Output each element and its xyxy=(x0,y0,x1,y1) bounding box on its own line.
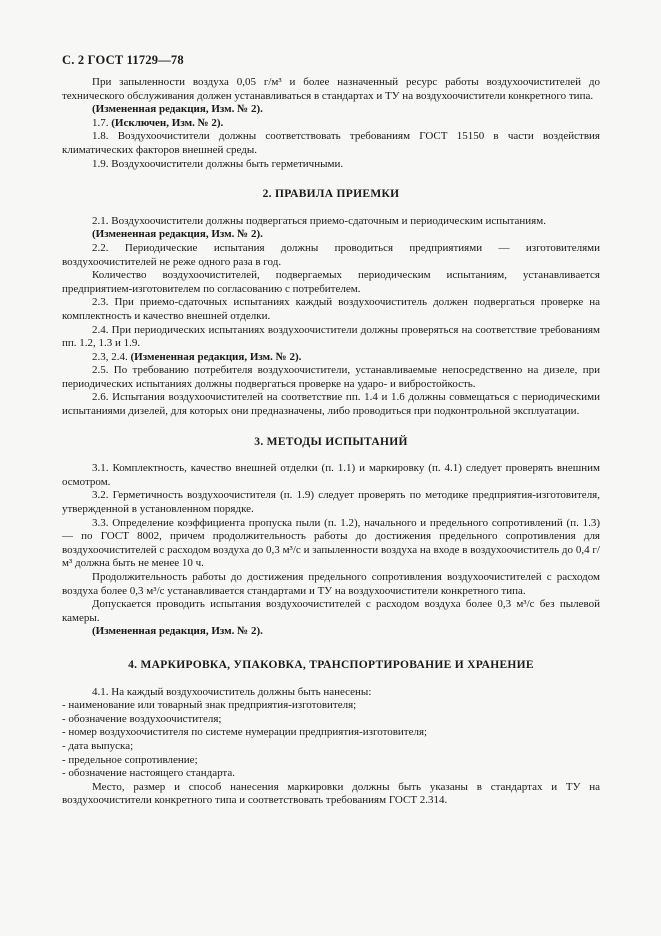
paragraph-3-3b: Продолжительность работы до достижения предельного сопротивления воздухоочистителей с расходом воздуха более 0,3 м³/с устанавливается стандартами и ТУ на воздухоочистители конкретного типа. xyxy=(62,571,600,597)
clause-1-7: 1.7. (Исключен, Изм. № 2). xyxy=(92,116,224,129)
revision-2-3-2-4 xyxy=(62,351,600,365)
list-item: - номер воздухоочистителя по системе нумерации предприятия-изготовителя; xyxy=(62,726,428,739)
revision-note: (Измененная редакция, Изм. № 2). xyxy=(130,350,302,363)
clause-numbers: 2.3, 2.4. xyxy=(92,350,128,363)
paragraph-4-1b: Место, размер и способ нанесения маркировки должны быть указаны в стандартах и ТУ на воздухоочистители конкретного типа и соответствовать требованиям ГОСТ 2.314. xyxy=(62,780,600,807)
paragraph-4-1: 4.1. На каждый воздухоочиститель должны быть нанесены: xyxy=(92,685,372,698)
section-3-title: 3. МЕТОДЫ ИСПЫТАНИЙ xyxy=(254,435,408,448)
list-item: - обозначение настоящего стандарта. xyxy=(62,767,236,780)
page-body xyxy=(62,76,600,808)
revision-note: (Измененная редакция, Изм. № 2). xyxy=(92,625,263,638)
list-item: - обозначение воздухоочистителя; xyxy=(62,712,222,725)
paragraph-3-2: 3.2. Герметичность воздухоочистителя (п. 1.9) следует проверять по методике предприятия-изготовителя, утвержденной в установленном порядке. xyxy=(62,489,600,516)
section-2-title: 2. ПРАВИЛА ПРИЕМКИ xyxy=(262,188,400,201)
paragraph: При запыленности воздуха 0,05 г/м³ и более назначенный ресурс работы воздухоочистителей до технического обслуживания должен устанавливаться в стандартах и ТУ на воздухоочистители конкретного типа. xyxy=(62,76,600,102)
paragraph-3-1: 3.1. Комплектность, качество внешней отделки (п. 1.1) и маркировку (п. 4.1) следует проверять внешним осмотром. xyxy=(62,462,600,488)
list-item: - дата выпуска; xyxy=(62,739,134,752)
paragraph-2-1: 2.1. Воздухоочистители должны подвергаться приемо-сдаточным и периодическим испытаниям. xyxy=(92,214,546,227)
marking-list xyxy=(62,699,600,781)
page-header: С. 2 ГОСТ 11729—78 xyxy=(62,53,184,67)
revision-note: (Измененная редакция, Изм. № 2). xyxy=(92,103,263,116)
paragraph-2-2: 2.2. Периодические испытания должны проводиться предприятиями — изготовителями воздухоочистителей не реже одного раза в год. xyxy=(62,241,600,268)
paragraph-2-5: 2.5. По требованию потребителя воздухоочистители, устанавливаемые непосредственно на дизеле, при периодических испытаниях должны подвергаться проверке на ударо- и вибростойкость. xyxy=(62,364,600,390)
paragraph-2-4: 2.4. При периодических испытаниях воздухоочистители должны проверяться на соответствие требованиям пп. 1.2, 1.3 и 1.9. xyxy=(62,323,600,350)
paragraph-2-6: 2.6. Испытания воздухоочистителей на соответствие пп. 1.4 и 1.6 должны совмещаться с периодическими испытаниями дизелей, для которых они предназначены, либо проводиться при подконтрольной эксплуатации. xyxy=(62,391,600,418)
list-item: - предельное сопротивление; xyxy=(62,753,198,766)
list-item: - наименование или товарный знак предприятия-изготовителя; xyxy=(62,699,357,712)
paragraph-1-7 xyxy=(62,117,600,131)
paragraph-3-3c: Допускается проводить испытания воздухоочистителей с расходом воздуха более 0,3 м³/с без пылевой камеры. xyxy=(62,598,600,624)
paragraph-2-2b: Количество воздухоочистителей, подвергаемых периодическим испытаниям, устанавливается предприятием-изготовителем по согласованию с потребителем. xyxy=(62,269,600,295)
paragraph-1-8: 1.8. Воздухоочистители должны соответствовать требованиям ГОСТ 15150 в части воздействия климатических факторов внешней среды. xyxy=(62,130,600,156)
section-4-title: 4. МАРКИРОВКА, УПАКОВКА, ТРАНСПОРТИРОВАНИЕ И ХРАНЕНИЕ xyxy=(128,658,534,671)
revision-note: (Измененная редакция, Изм. № 2). xyxy=(92,228,263,241)
paragraph-1-9: 1.9. Воздухоочистители должны быть герметичными. xyxy=(92,157,344,170)
paragraph-3-3: 3.3. Определение коэффициента пропуска пыли (п. 1.2), начального и предельного сопротивлений (п. 1.3) — по ГОСТ 8002, причем продолжительность работы до достижения предельного сопротивления для воздухоочистителей с расходом воздуха до 0,3 м³/с и запыленности воздуха на входе в воздухоочиститель до 0,4 г/м³ должна быть не менее 10 ч. xyxy=(62,516,600,570)
paragraph-2-3: 2.3. При приемо-сдаточных испытаниях каждый воздухоочиститель должен подвергаться проверке на комплектность и качество внешней отделки. xyxy=(62,296,600,322)
